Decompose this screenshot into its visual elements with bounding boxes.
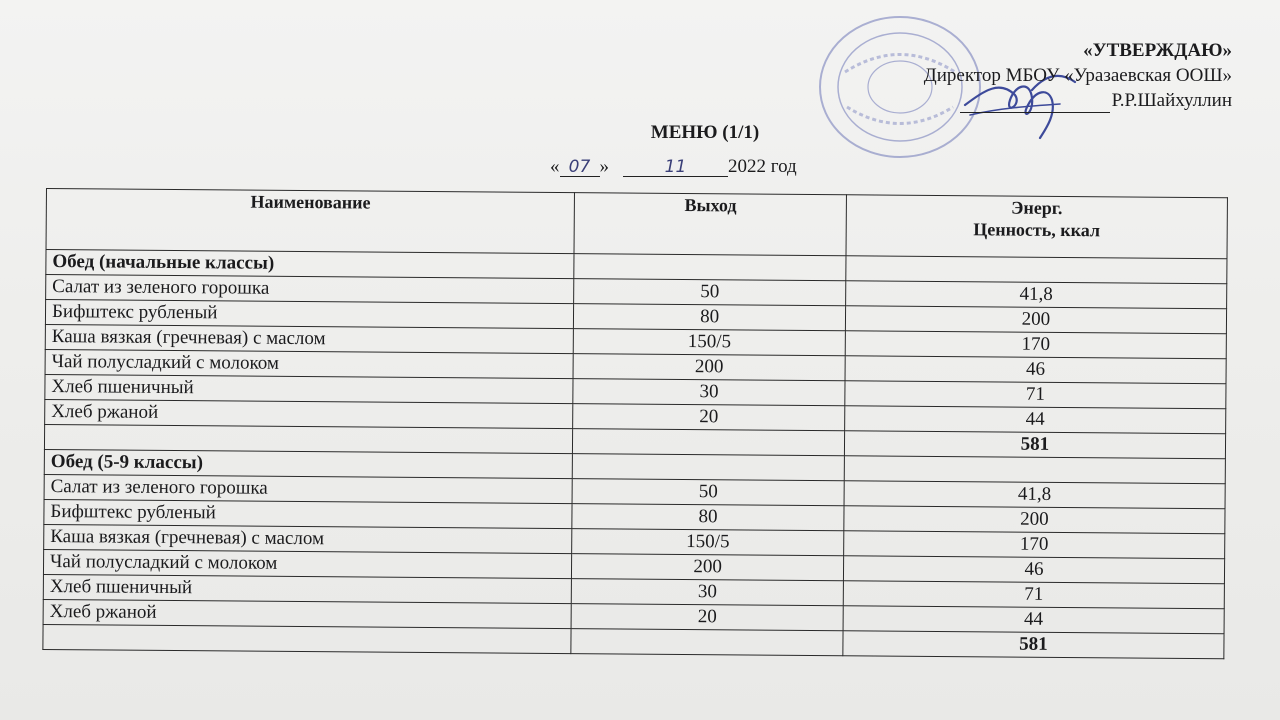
dish-name: Салат из зеленого горошка xyxy=(44,474,572,503)
dish-energy: 44 xyxy=(845,406,1226,434)
dish-name: Хлеб пшеничный xyxy=(45,374,573,403)
approval-signer-line xyxy=(924,88,1232,113)
dish-name: Чай полусладкий с молоком xyxy=(45,349,573,378)
dish-output: 30 xyxy=(572,579,844,606)
section-total: 581 xyxy=(843,631,1224,659)
header-output: Выход xyxy=(574,193,846,256)
dish-energy: 41,8 xyxy=(844,481,1225,509)
dish-energy: 46 xyxy=(843,556,1224,584)
dish-name: Чай полусладкий с молоком xyxy=(43,549,571,578)
header-energy xyxy=(846,195,1228,259)
dish-name: Хлеб пшеничный xyxy=(43,574,571,603)
dish-energy: 71 xyxy=(843,581,1224,609)
dish-output: 80 xyxy=(572,504,844,531)
signature-line xyxy=(960,94,1110,113)
dish-energy: 170 xyxy=(844,531,1225,559)
dish-name: Каша вязкая (гречневая) с маслом xyxy=(44,524,572,553)
dish-name: Бифштекс рубленый xyxy=(45,300,573,329)
dish-energy: 44 xyxy=(843,606,1224,634)
date-year: 2022 год xyxy=(728,156,797,177)
header-name: Наименование xyxy=(46,189,575,254)
dish-energy: 41,8 xyxy=(846,281,1227,309)
approval-title: «УТВЕРЖДАЮ» xyxy=(1083,40,1232,61)
section-title: Обед (начальные классы) xyxy=(46,250,574,279)
menu-date xyxy=(550,156,797,178)
menu-title: МЕНЮ (1/1) xyxy=(650,122,760,143)
date-day: 07 xyxy=(560,158,600,177)
date-close-quote: » xyxy=(599,156,609,177)
table-header-row xyxy=(46,189,1227,259)
dish-energy: 71 xyxy=(845,381,1226,409)
empty-cell xyxy=(573,429,845,456)
dish-output: 200 xyxy=(572,554,844,581)
dish-output: 150/5 xyxy=(572,529,844,556)
dish-output: 20 xyxy=(571,604,843,631)
dish-energy: 46 xyxy=(845,356,1226,384)
dish-energy: 200 xyxy=(844,506,1225,534)
dish-output: 30 xyxy=(573,379,845,406)
empty-cell xyxy=(844,456,1225,484)
dish-name: Хлеб ржаной xyxy=(43,599,571,628)
dish-name: Хлеб ржаной xyxy=(45,399,573,428)
dish-output: 50 xyxy=(572,479,844,506)
date-month: 11 xyxy=(623,158,728,177)
empty-cell xyxy=(846,256,1227,284)
section-total: 581 xyxy=(844,431,1225,459)
dish-name: Бифштекс рубленый xyxy=(44,499,572,528)
dish-output: 50 xyxy=(574,279,846,306)
approval-signer: Р.Р.Шайхуллин xyxy=(1111,90,1232,111)
header-energy-line2: Ценность, ккал xyxy=(973,219,1101,241)
empty-cell xyxy=(43,624,571,653)
approval-position: Директор МБОУ «Уразаевская ООШ» xyxy=(923,65,1232,86)
date-open-quote: « xyxy=(550,156,560,177)
empty-cell xyxy=(574,254,846,281)
menu-table xyxy=(42,188,1228,659)
menu-table-body xyxy=(43,250,1227,659)
dish-output: 200 xyxy=(573,354,845,381)
dish-output: 150/5 xyxy=(574,329,846,356)
empty-cell xyxy=(573,454,845,481)
dish-energy: 170 xyxy=(845,331,1226,359)
dish-output: 80 xyxy=(574,304,846,331)
dish-name: Каша вязкая (гречневая) с маслом xyxy=(45,324,573,353)
dish-energy: 200 xyxy=(845,306,1226,334)
dish-output: 20 xyxy=(573,404,845,431)
header-energy-line1: Энерг. xyxy=(1011,197,1063,218)
dish-name: Салат из зеленого горошка xyxy=(46,275,574,304)
approval-block xyxy=(924,38,1232,113)
empty-cell xyxy=(571,629,843,656)
section-title: Обед (5-9 классы) xyxy=(44,449,572,478)
